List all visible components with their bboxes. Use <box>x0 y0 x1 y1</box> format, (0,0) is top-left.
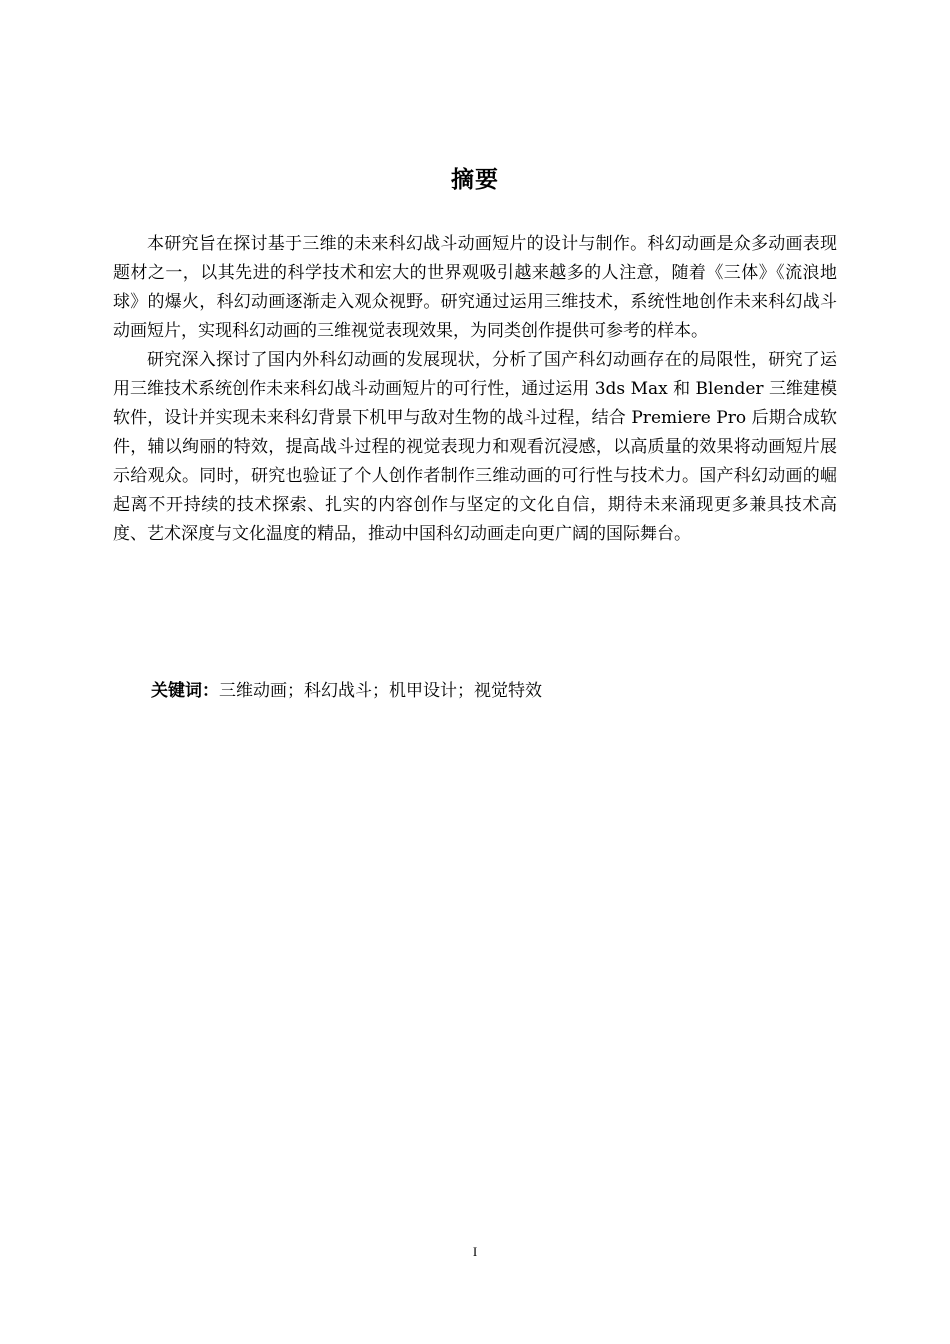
abstract-body <box>113 230 837 549</box>
abstract-paragraph-1: 本研究旨在探讨基于三维的未来科幻战斗动画短片的设计与制作。科幻动画是众多动画表现题材之一，以其先进的科学技术和宏大的世界观吸引越来越多的人注意，随着《三体》《流浪地球》的爆火，科幻动画逐渐走入观众视野。研究通过运用三维技术，系统性地创作未来科幻战斗动画短片，实现科幻动画的三维视觉表现效果，为同类创作提供可参考的样本。 <box>113 234 837 341</box>
page-number: I <box>472 1244 478 1259</box>
keywords-label: 关键词： <box>151 681 219 701</box>
keywords-line <box>151 677 841 706</box>
abstract-paragraph-2: 研究深入探讨了国内外科幻动画的发展现状，分析了国产科幻动画存在的局限性，研究了运用三维技术系统创作未来科幻战斗动画短片的可行性，通过运用 3ds Max 和 Blender 三维建模软件，设计并实现未来科幻背景下机甲与敌对生物的战斗过程，结合 Premiere Pro 后期合成软件，辅以绚丽的特效，提高战斗过程的视觉表现力和观看沉浸感，以高质量的效果将动画短片展示给观众。同时，研究也验证了个人创作者制作三维动画的可行性与技术力。国产科幻动画的崛起离不开持续的技术探索、扎实的内容创作与坚定的文化自信，期待未来涌现更多兼具技术高度、艺术深度与文化温度的精品，推动中国科幻动画走向更广阔的国际舞台。 <box>113 350 837 544</box>
page-title: 摘要 <box>451 167 499 193</box>
keywords-value: 三维动画；科幻战斗；机甲设计；视觉特效 <box>219 681 542 701</box>
